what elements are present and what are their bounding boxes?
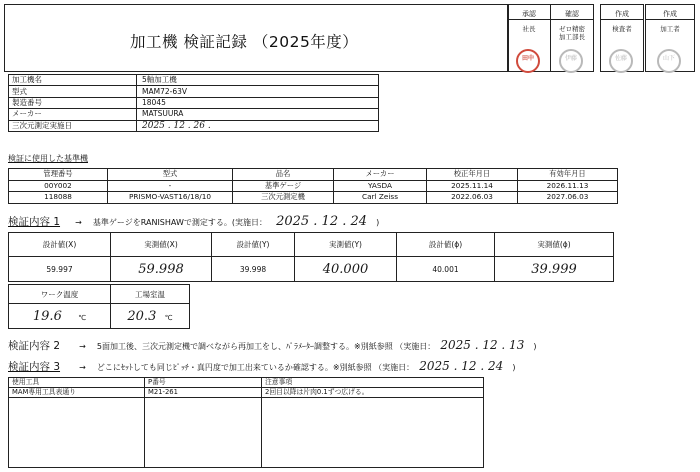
- table-header-row: [9, 233, 614, 257]
- column-header: P番号: [145, 378, 262, 388]
- approval-role: 検査者: [612, 25, 632, 33]
- item3-date-handwritten: 2025 . 12 . 24: [419, 359, 504, 373]
- item3-line: [8, 355, 515, 374]
- info-key: 加工機名: [9, 75, 137, 86]
- item3-description: どこにｾｯﾄしても同じﾋﾟｯﾁ・真円度で加工出来ているか確認する。※別紙参照 （実施日：: [96, 363, 415, 372]
- table-row-empty: [9, 398, 484, 468]
- column-header: 実測値(Y): [295, 233, 397, 257]
- arrow-icon: →: [79, 363, 86, 372]
- column-header: 有効年月日: [518, 169, 618, 181]
- approval-label: 作成: [615, 10, 629, 18]
- celsius-unit: ℃: [164, 313, 173, 322]
- approval-box-operator: [645, 4, 695, 72]
- approval-role: ゼロ精密 加工部長: [559, 25, 585, 41]
- item3-heading: 検証内容 3: [8, 361, 61, 373]
- item2-line: [8, 334, 537, 353]
- hanko-stamp: 伊藤: [559, 49, 583, 73]
- cell: YASDA: [334, 180, 427, 192]
- machine-info-table: [8, 74, 379, 132]
- column-header: 実測値(X): [111, 233, 212, 257]
- approval-box-president: [507, 4, 551, 72]
- info-key: 型式: [9, 86, 137, 97]
- table-row: [9, 304, 190, 329]
- table-row: [9, 388, 484, 398]
- column-header: 注意事項: [262, 378, 484, 388]
- cell: -: [108, 180, 233, 192]
- room-temp-handwritten: 20.3: [127, 308, 157, 324]
- item1-date-handwritten: 2025 . 12 . 24: [276, 214, 368, 229]
- measured-x-handwritten: 59.998: [111, 257, 212, 282]
- item2-close: ): [533, 342, 537, 351]
- column-header: メーカー: [334, 169, 427, 181]
- cell: 00Y002: [9, 180, 108, 192]
- item2-description: 5面加工後、三次元測定機で調べながら再加工をし、ﾊﾟﾗﾒｰﾀｰ調整する。※別紙参照 （実施日：: [96, 342, 436, 351]
- cell: 2025.11.14: [427, 180, 518, 192]
- reference-table: [8, 168, 618, 204]
- hanko-stamp: 佐藤: [609, 49, 633, 73]
- info-row: [9, 109, 379, 120]
- design-y-value: 39.998: [212, 257, 295, 282]
- inspection-date-handwritten: 2025 . 12 . 26 .: [137, 120, 379, 131]
- info-row: [9, 97, 379, 108]
- info-key: メーカー: [9, 109, 137, 120]
- hanko-stamp: 田中: [516, 49, 540, 73]
- design-x-value: 59.997: [9, 257, 111, 282]
- document-title: 加工機 検証記録 （2025年度）: [130, 33, 359, 51]
- item2-date-handwritten: 2025 . 12 . 13: [440, 338, 525, 352]
- table-row: [9, 192, 618, 204]
- cell: 三次元測定機: [233, 192, 334, 204]
- celsius-unit: ℃: [78, 313, 87, 322]
- tools-table: [8, 377, 484, 468]
- table-header-row: [9, 285, 190, 304]
- item1-line: [8, 210, 379, 229]
- info-key: 製造番号: [9, 97, 137, 108]
- tool-cell: MAM専用工具表通り: [9, 388, 145, 398]
- approval-box-manager: [550, 4, 594, 72]
- approval-label: 作成: [663, 10, 677, 18]
- cell: 2022.06.03: [427, 192, 518, 204]
- cell: 2027.06.03: [518, 192, 618, 204]
- info-value: MAM72-63V: [137, 86, 379, 97]
- item2-heading: 検証内容 2: [8, 340, 61, 352]
- item1-close: ): [376, 218, 380, 227]
- cell: 118088: [9, 192, 108, 204]
- info-row: [9, 75, 379, 86]
- design-phi-value: 40.001: [397, 257, 495, 282]
- info-key: 三次元測定実施日: [9, 120, 137, 131]
- column-header: 校正年月日: [427, 169, 518, 181]
- approval-label: 承認: [522, 10, 536, 18]
- arrow-icon: →: [79, 342, 86, 351]
- cell: PRISMO-VAST16/18/10: [108, 192, 233, 204]
- approval-role: 加工者: [660, 25, 680, 33]
- notes-cell: 2回目以降は片肉0.1ずつ広げる。: [262, 388, 484, 398]
- reference-section-title: 検証に使用した基準機: [8, 154, 88, 163]
- column-header: 設計値(Y): [212, 233, 295, 257]
- column-header: 設計値(X): [9, 233, 111, 257]
- work-temperature-cell: [9, 304, 111, 329]
- column-header: 設計値(ϕ): [397, 233, 495, 257]
- arrow-icon: →: [75, 218, 82, 227]
- info-row: [9, 86, 379, 97]
- column-header: 実測値(ϕ): [495, 233, 614, 257]
- column-header: 管理番号: [9, 169, 108, 181]
- p-number-cell: M21-261: [145, 388, 262, 398]
- info-value: 5軸加工機: [137, 75, 379, 86]
- column-header: 型式: [108, 169, 233, 181]
- cell: 2026.11.13: [518, 180, 618, 192]
- measured-y-handwritten: 40.000: [295, 257, 397, 282]
- info-row: [9, 120, 379, 131]
- column-header: 使用工具: [9, 378, 145, 388]
- info-value: 18045: [137, 97, 379, 108]
- ambient-temperature-table: [8, 284, 190, 329]
- table-header-row: [9, 378, 484, 388]
- approval-box-inspector: [600, 4, 644, 72]
- work-temp-handwritten: 19.6: [32, 308, 62, 324]
- measured-phi-handwritten: 39.999: [495, 257, 614, 282]
- hanko-stamp: 山下: [657, 49, 681, 73]
- approval-role: 社長: [522, 25, 536, 33]
- cell: 基準ゲージ: [233, 180, 334, 192]
- approval-label: 確認: [565, 10, 579, 18]
- item1-heading: 検証内容 1: [8, 216, 61, 228]
- item3-close: ): [512, 363, 516, 372]
- table-row: [9, 257, 614, 282]
- table-row: [9, 180, 618, 192]
- room-temperature-cell: [111, 304, 190, 329]
- info-value: MATSUURA: [137, 109, 379, 120]
- table-header-row: [9, 169, 618, 181]
- item1-description: 基準ゲージをRANISHAWで測定する。(実施日：: [92, 218, 267, 227]
- cell: Carl Zeiss: [334, 192, 427, 204]
- measurement-table: [8, 232, 614, 282]
- column-header: 品名: [233, 169, 334, 181]
- column-header: ワーク温度: [9, 285, 111, 304]
- column-header: 工場室温: [111, 285, 190, 304]
